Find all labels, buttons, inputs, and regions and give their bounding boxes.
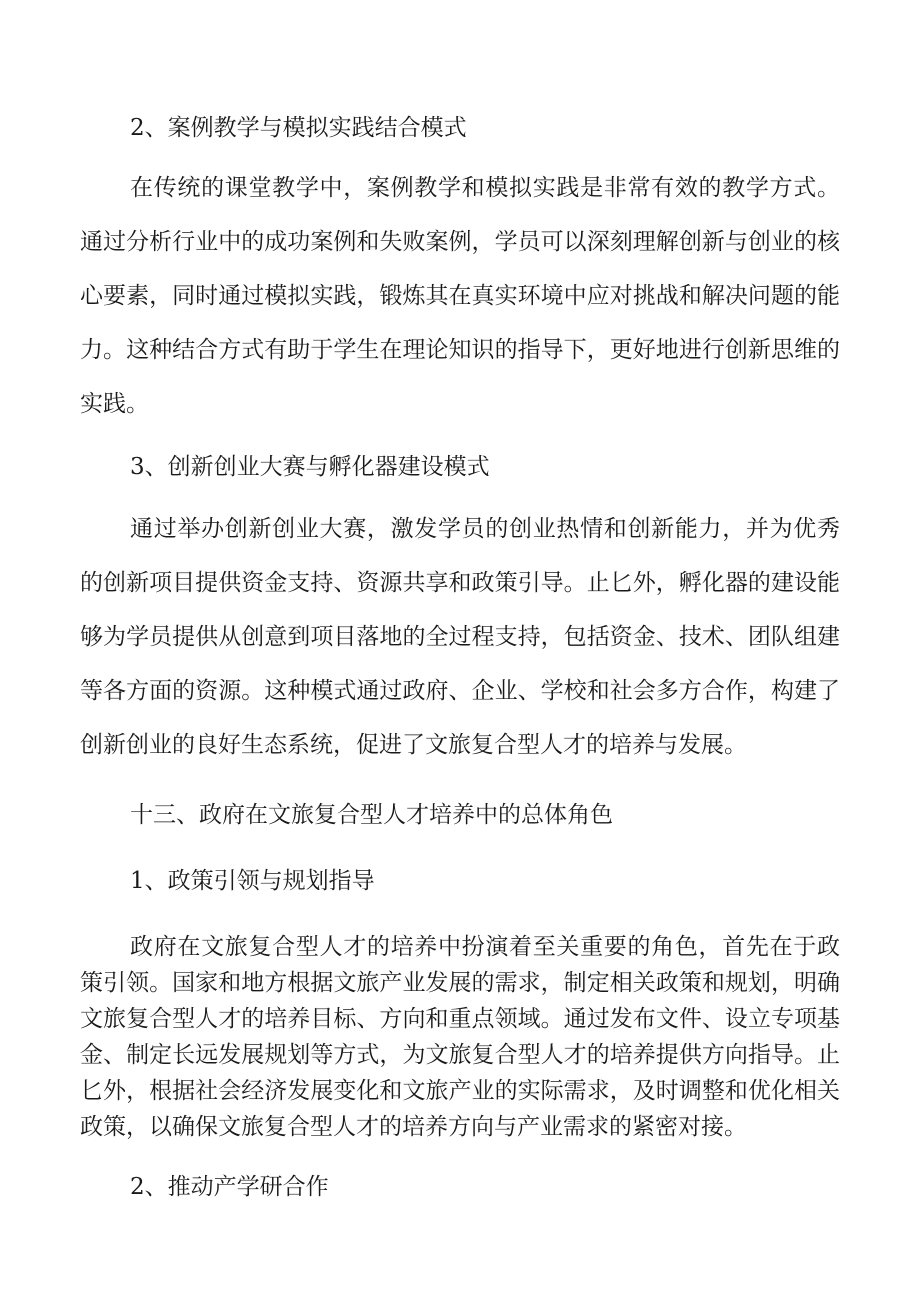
paragraph-line: 力。这种结合方式有助于学生在理论知识的指导下，更好地进行创新思维的 xyxy=(80,337,840,363)
paragraph-line: 匕外，根据社会经济发展变化和文旅产业的实际需求，及时调整和优化相关 xyxy=(80,1078,840,1104)
paragraph-line: 策引领。国家和地方根据文旅产业发展的需求，制定相关政策和规划，明确 xyxy=(80,970,840,996)
section-heading-innovation-contest: 3、创新创业大赛与孵化器建设模式 xyxy=(130,454,490,480)
section-heading-case-teaching: 2、案例教学与模拟实践结合模式 xyxy=(130,115,467,141)
paragraph-line: 创新创业的良好生态系统，促进了文旅复合型人才的培养与发展。 xyxy=(80,732,747,758)
section-heading-industry-academia: 2、推动产学研合作 xyxy=(130,1174,329,1200)
chapter-heading-government-role: 十三、政府在文旅复合型人才培养中的总体角色 xyxy=(130,802,613,828)
section-heading-policy-guidance: 1、政策引领与规划指导 xyxy=(130,868,375,894)
paragraph-line: 通过分析行业中的成功案例和失败案例，学员可以深刻理解创新与创业的核 xyxy=(80,229,840,255)
paragraph-line: 文旅复合型人才的培养目标、方向和重点领域。通过发布文件、设立专项基 xyxy=(80,1006,840,1032)
paragraph-line: 等各方面的资源。这种模式通过政府、企业、学校和社会多方合作，构建了 xyxy=(80,678,840,704)
paragraph-line: 政府在文旅复合型人才的培养中扮演着至关重要的角色，首先在于政 xyxy=(130,934,840,960)
paragraph-line: 的创新项目提供资金支持、资源共享和政策引导。止匕外，孵化器的建设能 xyxy=(80,570,840,596)
paragraph-line: 政策，以确保文旅复合型人才的培养方向与产业需求的紧密对接。 xyxy=(80,1114,747,1140)
paragraph-line: 心要素，同时通过模拟实践，锻炼其在真实环境中应对挑战和解决问题的能 xyxy=(80,283,840,309)
paragraph-line: 够为学员提供从创意到项目落地的全过程支持，包括资金、技术、团队组建 xyxy=(80,624,840,650)
paragraph-line: 在传统的课堂教学中，案例教学和模拟实践是非常有效的教学方式。 xyxy=(130,175,840,201)
paragraph-line: 实践。 xyxy=(80,391,149,417)
paragraph-line: 金、制定长远发展规划等方式，为文旅复合型人才的培养提供方向指导。止 xyxy=(80,1042,840,1068)
paragraph-line: 通过举办创新创业大赛，激发学员的创业热情和创新能力，并为优秀 xyxy=(130,516,840,542)
